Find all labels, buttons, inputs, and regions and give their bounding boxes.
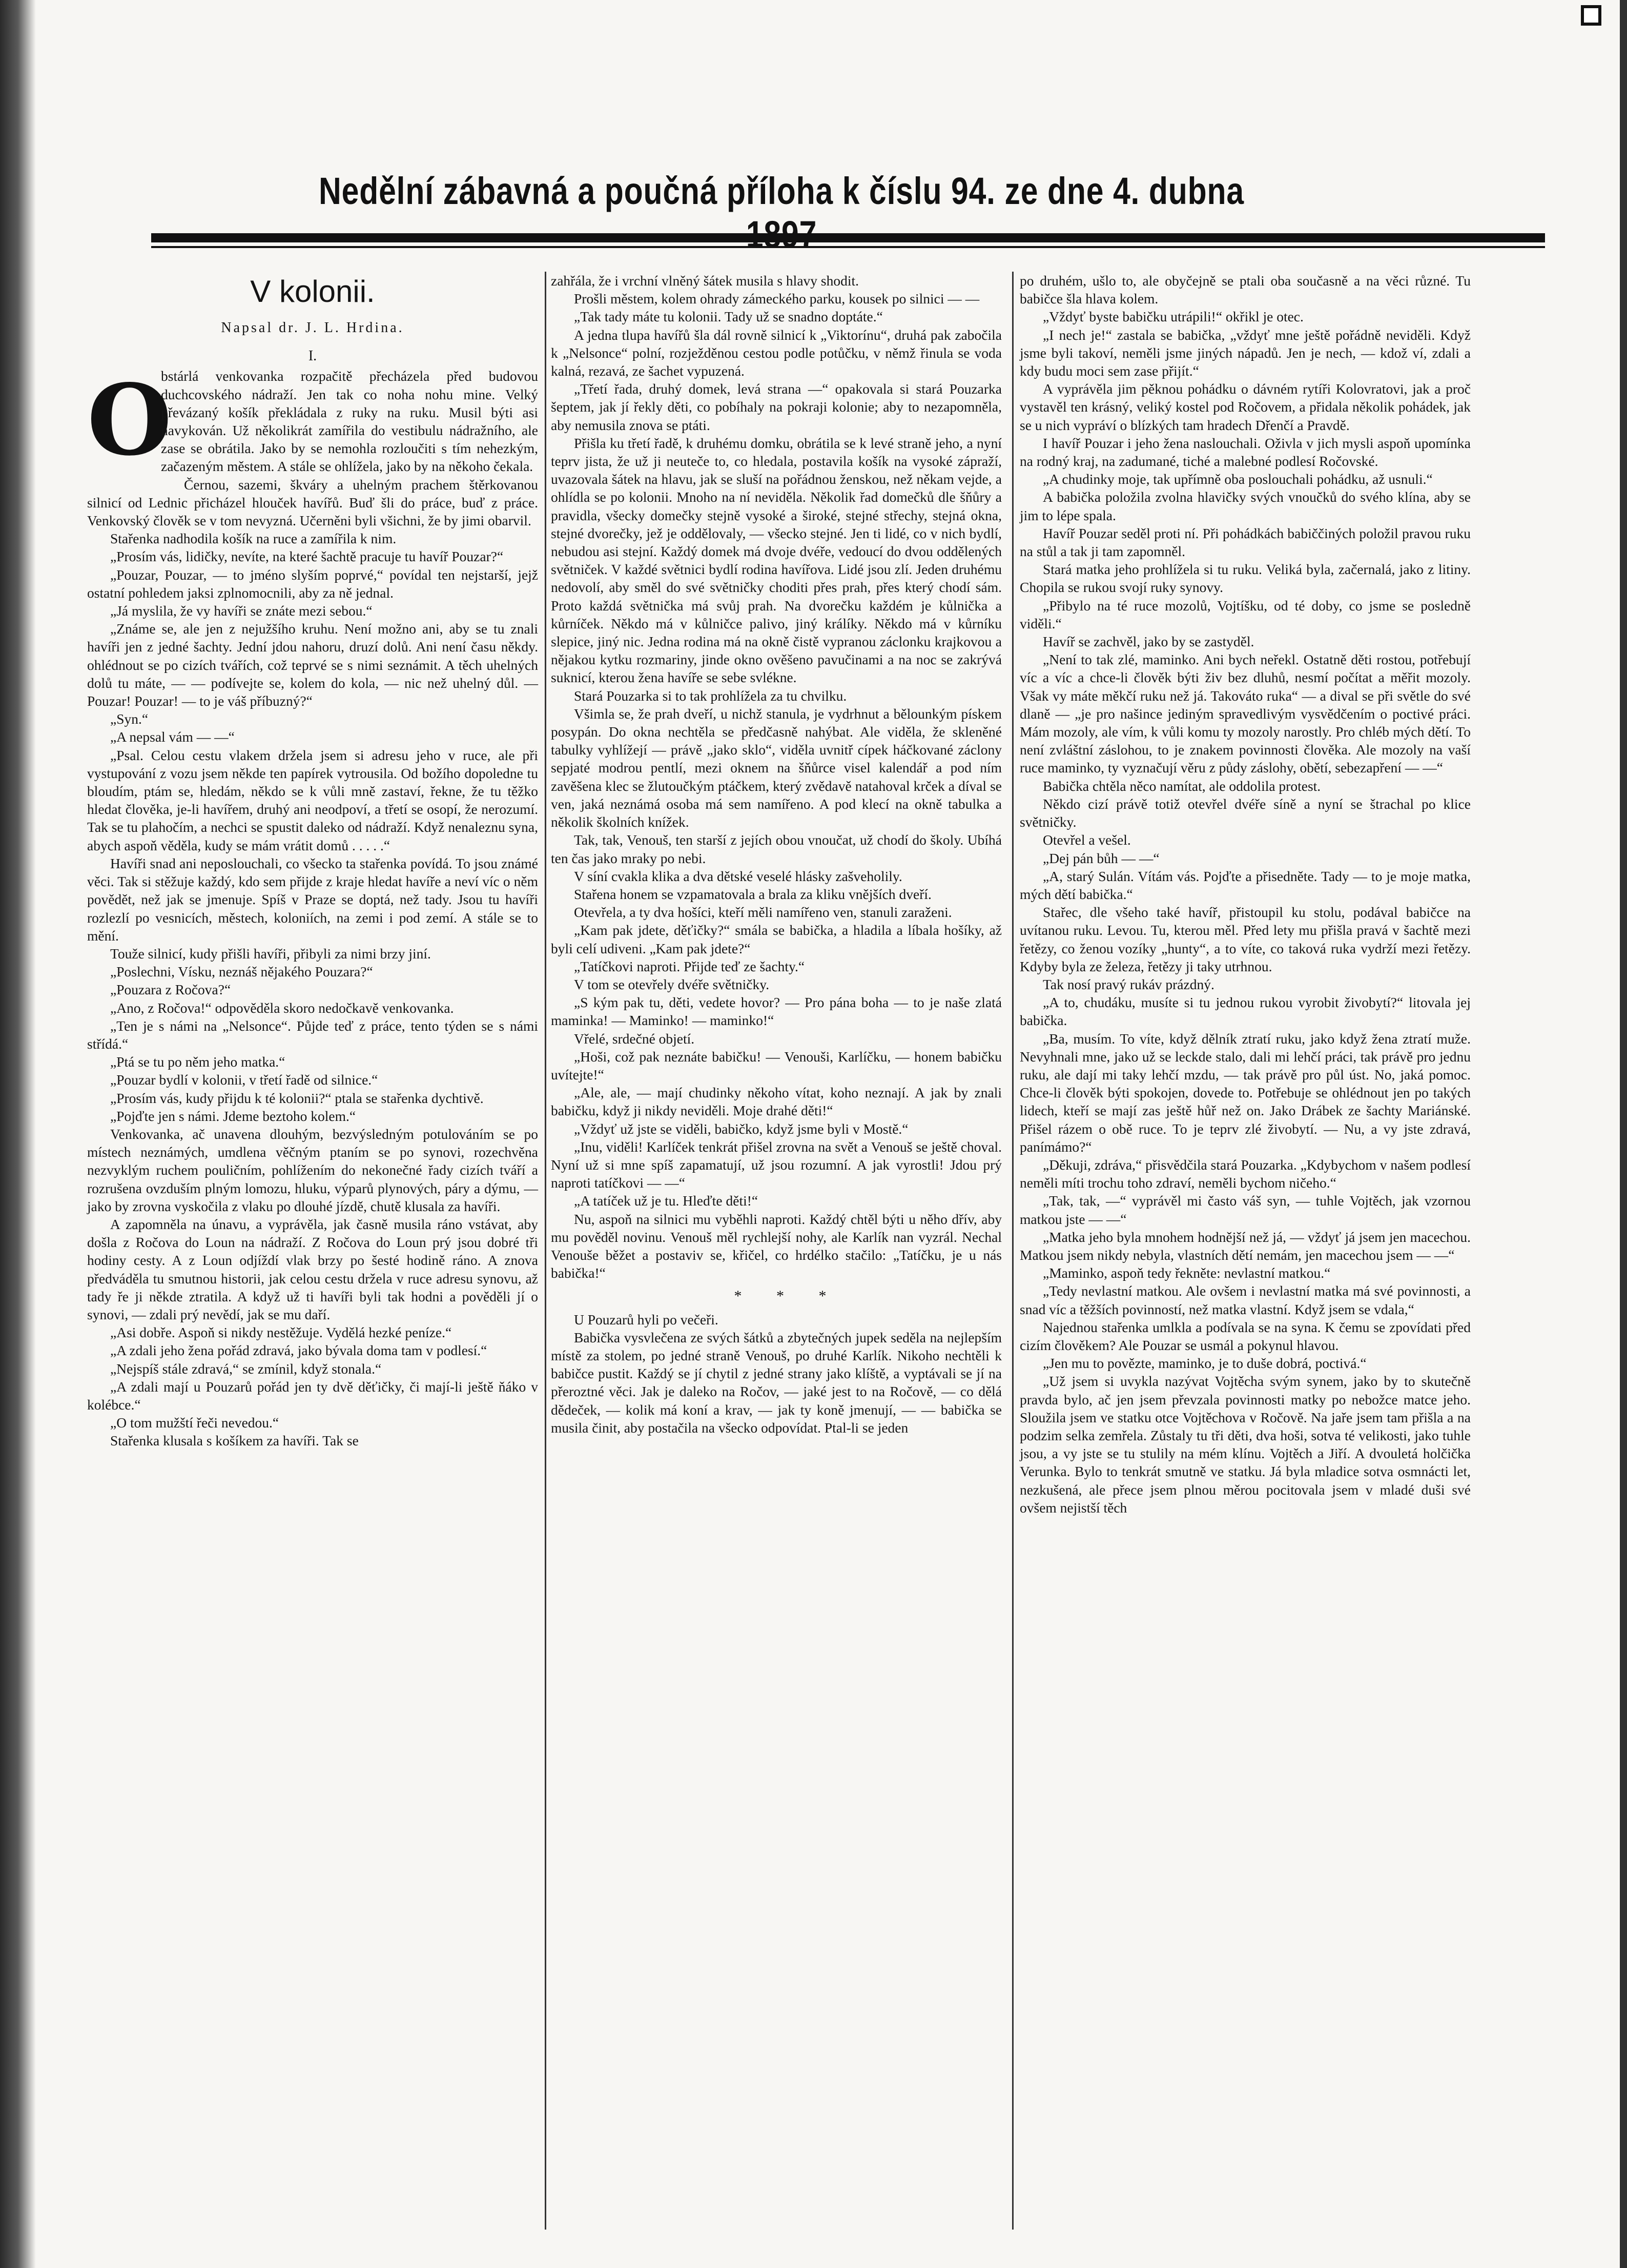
paragraph: „A chudinky moje, tak upřímně oba poslouchali pohádku, až usnuli.“: [1043, 471, 1433, 487]
paragraph: „Přibylo na té ruce mozolů, Vojtíšku, od té doby, co jsme se posledně viděli.“: [1020, 597, 1471, 631]
drop-cap: O: [87, 363, 172, 478]
column-2-body: [551, 272, 1002, 1437]
paragraph: „A, starý Sulán. Vítám vás. Pojďte a přisedněte. Tady — to je moje matka, mých dětí babička.“: [1020, 868, 1471, 902]
paragraph: „Hoši, což pak neznáte babičku! — Venouši, Karlíčku, — honem babičku uvítejte!“: [551, 1048, 1002, 1082]
paragraph: Stařenka nadhodila košík na ruce a zamířila k nim.: [110, 530, 397, 547]
paragraph: „A nepsal vám — —“: [110, 729, 235, 745]
paragraph: „Ptá se tu po něm jeho matka.“: [110, 1054, 285, 1070]
paragraph: „Ano, z Ročova!“ odpověděla skoro nedočkavě venkovanka.: [110, 999, 454, 1016]
masthead-rule-thick: [151, 233, 1545, 242]
paragraph: „Tak tady máte tu kolonii. Tady už se snadno doptáte.“: [574, 309, 883, 325]
paragraph: „Vždyť už jste se viděli, babičko, když jsme byli v Mostě.“: [574, 1120, 909, 1137]
paragraph: po druhém, ušlo to, ale obyčejně se ptali oba současně a na věci různé. Tu babičce šla hlava kolem.: [1020, 273, 1471, 307]
page-edge: [1620, 0, 1627, 2268]
paragraph: „A zdali mají u Pouzarů pořád jen ty dvě děťičky, či mají-li ještě ňáko v kolébce.“: [87, 1378, 538, 1413]
paragraph: Tak nosí pravý rukáv prázdný.: [1043, 976, 1214, 992]
paragraph: „Pouzar, Pouzar, — to jméno slyším poprvé,“ povídal ten nejstarší, jejž ostatní pohledem jaksi zplnomocnili, aby za ně jednal.: [87, 566, 538, 601]
paragraph: A vyprávěla jim pěknou pohádku o dávném rytíři Kolovratovi, jak a proč vystavěl ten krásný, veliký kostel pod Ročovem, a přidala několik pohádek, jak se u nich vypráví o blízkých tam hradech Dřenčí a Pravdě.: [1020, 381, 1471, 433]
masthead: Nedělní zábavná a poučná příloha k číslu 94. ze dne 4. dubna: [318, 170, 1245, 212]
paragraph: „Pouzar bydlí v kolonii, v třetí řadě od silnice.“: [110, 1072, 378, 1088]
paragraph: „Třetí řada, druhý domek, levá strana —“ opakovala si stará Pouzarka šeptem, jak jí řekly děti, co pobíhaly na pokraji kolonie; aby to nezapomněla, aby nemusila znova se ptáti.: [551, 381, 1002, 433]
paragraph: „Ten je s námi na „Nelsonce“. Půjde teď z práce, tento týden se s námi střídá.“: [87, 1017, 538, 1052]
paragraph: „Ale, ale, — mají chudinky někoho vítat, koho neznají. A jak by znali babičku, když ji nikdy neviděli. Moje drahé děti!“: [551, 1085, 1002, 1119]
paragraph: „Maminko, aspoň tedy řekněte: nevlastní matkou.“: [1043, 1265, 1331, 1281]
paragraph: „Známe se, ale jen z nejužšího kruhu. Není možno ani, aby se tu znali havíři jen z jedné šachty. Jední jdou nahoru, druzí dolů. Ani není času někdy. ohlédnout se po cizích tvářích, což teprvé se s nimi seznámit. A těch uhelných dolů tu máte, — — podívejte se, kolem do kola, — nic než uhelný důl. — Pouzar! Pouzar! — to je váš příbuzný?“: [87, 621, 538, 709]
paragraph: U Pouzarů hyli po večeři.: [574, 1311, 718, 1327]
paragraph: „Nejspíš stále zdravá,“ se zmínil, když stonala.“: [110, 1360, 382, 1377]
paragraph: A babička položila zvolna hlavičky svých vnoučků do svého klína, aby se jim to lépe spala.: [1020, 489, 1471, 523]
column-1-body: [87, 363, 538, 1449]
paragraph: „Není to tak zlé, maminko. Ani bych neřekl. Ostatně děti rostou, potřebují víc a víc a chce-li člověk býti živ bez dluhů, nesmí počítat a měřit mozoly. Však vy máte měkčí ruku než já. Takováto ruka“ — a dival se při světle do své dlaně — „je pro našince jediným spravedlivým vysvědčením o poctivé práci. Mám mozoly, ale vím, k vůli komu ty mozoly narostly. Pro chléb mých dětí. To není zvláštní záslohou, to je znakem povinnosti člověka. Ale mozoly na vaší ruce maminko, ty vyznačují věru z půdy záslohy, obětí, sebezapření — —“: [1020, 651, 1471, 776]
paragraph: „Prosím vás, kudy přijdu k té kolonii?“ ptala se stařenka dychtivě.: [110, 1090, 484, 1106]
paragraph: „Já myslila, že vy havíři se znáte mezi sebou.“: [110, 603, 373, 619]
paragraph: I havíř Pouzar i jeho žena naslouchali. Oživla v jich mysli aspoň upomínka na rodný kraj, na zadumané, tiché a malebné podlesí Ročovské.: [1020, 435, 1471, 469]
column-2: [551, 272, 1002, 1437]
paragraph: Touže silnicí, kudy přišli havíři, přibyli za nimi brzy jiní.: [110, 945, 431, 962]
paragraph: „Pojďte jen s námi. Jdeme beztoho kolem.“: [110, 1108, 356, 1124]
section-number: I.: [308, 348, 317, 364]
paragraph: Stařena honem se vzpamatovala a brala za kliku vnějších dveří.: [574, 886, 932, 902]
paragraph: Tak, tak, Venouš, ten starší z jejích obou vnoučat, už chodí do školy. Ubíhá ten čas jako mraky po nebi.: [551, 832, 1002, 866]
paragraph: „S kým pak tu, děti, vedete hovor? — Pro pána boha — to je naše zlatá maminka! — Maminko! — maminko!“: [551, 994, 1002, 1029]
column-1: [87, 272, 538, 1450]
paragraph: „Prosím vás, lidičky, nevíte, na které šachtě pracuje tu havíř Pouzar?“: [110, 548, 504, 565]
paragraph: Otevřel a vešel.: [1043, 832, 1131, 848]
paragraph: „Kam pak jdete, děťičky?“ smála se babička, a hladila a líbala hošíky, až byli celí udiveni. „Kam pak jdete?“: [551, 922, 1002, 956]
column-divider: [1012, 272, 1014, 2230]
binding-edge: [0, 0, 36, 2268]
paragraph: „Vždyť byste babičku utrápili!“ okřikl je otec.: [1043, 309, 1304, 325]
paragraph: Nu, aspoň na silnici mu vyběhli naproti. Každý chtěl býti u něho dřív, aby mu pověděl novinu. Venouš měl rychlejší nohy, ale Karlík nan vyzrál. Nechal Venouše běžet a postaviv se, křičel, co hrdélko stačilo: „Tatíčku, je u nás babička!“: [551, 1211, 1002, 1281]
paragraph: „Tatíčkovi naproti. Přijde teď ze šachty.“: [574, 958, 805, 974]
paragraph: Přišla ku třetí řadě, k druhému domku, obrátila se k levé straně jeho, a nyní teprv jista, že už ji neuteče to, co hledala, postavila košík na vysoké zápraží, uvazovala šátek na hlavu, jak se sluší na pořádnou ženskou, než někam vejde, a ohlídla se po kolonii. Mnoho na ní neviděla. Několik řad domečků dle šňůry a pravidla, všecky domečky stejně vysoké a široké, stejné střechy, stejná okna, stejné dvorečky, jež je oddělovaly, — všecko stejné. Jen ti lidé, co v nich bydlí, nebudou asi stejní. Každý domek má dvoje dvéře, vedoucí do dvou oddělených světniček. V každé světnici bydlí rodina havířova. Lidé jsou zlí. Jeden druhému nedovolí, aby směl do své světničky choditi přes prah, přes který chodí sám. Proto každá světnička má svůj prah. Na dvorečku každém je kůlnička a kůrníček. Někdo má v kůlničce palivo, jiný králíky. Někdo má v kůrníku slepice, jiný nic. Jedna rodina má na okně čistě vypranou záclonku krajkovou a nějakou kytku rozmariny, jinde okno ověšeno pavučinami a na noc se zakrývá suknicí, kterou žena havíře se sebe svlékne.: [551, 435, 1002, 686]
paragraph: V tom se otevřely dvéře světničky.: [574, 976, 770, 992]
paragraph: zahřála, že i vrchní vlněný šátek musila s hlavy shodit.: [551, 273, 859, 289]
paragraph: „Psal. Celou cestu vlakem držela jsem si adresu jeho v ruce, ale při vystupování z vozu jsem někde ten papírek vytrousila. Od božího dopoledne tu bloudím, ptám se, hledám, někdo se k vůli mně zastaví, řekne, že tu těžko hledat člověka, je-li havířem, druhý ani neodpoví, a třetí se osopí, že nerozumí. Tak se tu plahočím, a nechci se spustit daleko od nádraží. Když nenaleznu syna, abych aspoň věděla, kudy se mám vrátit domů . . . . .“: [87, 747, 538, 853]
paragraph: Stará Pouzarka si to tak prohlížela za tu chvilku.: [574, 687, 847, 704]
paragraph: Vřelé, srdečné objetí.: [574, 1030, 695, 1047]
paragraph: Všimla se, že prah dveří, u nichž stanula, je vydrhnut a bělounkým pískem posypán. Do okna nechtěla se předčasně nahýbat. Ale viděla, že skleněné tabulky vyhlížejí — právě „jako sklo“, viděla uvnitř cípek háčkované záclony sepjaté modrou pentlí, mezi oknem na šňůrce visel kalendář a pod ním zavěšena klec se žlutoučkým ptáčkem, který zvědavě natahoval krček a díval se ven, jaká neznámá osoba má sem namířeno. A pod klecí na okně tabulka a několik školních knížek.: [551, 705, 1002, 830]
paragraph: Havíř se zachvěl, jako by se zastyděl.: [1043, 634, 1254, 650]
paragraph: „Ba, musím. To víte, když dělník ztratí ruku, jako když žena ztratí muže. Nevyhnali mne, jako už se leckde stalo, dali mi lehčí práci, tak právě pro jednu ruku, ale dají mi taky lehčí mzdu, — tak právě pro půl úst. No, jaká pomoc. Chce-li člověk býti spokojen, dovede to. Potřebuje se ohlédnout jen po takých lidech, kteří se mají zas ještě hůř než on. Jako Drábek ze šachty Mariánské. Přišel rázem o obě ruce. To je teprv zlé živobytí. — Nu, a vy jste zdravá, panímámo?“: [1020, 1030, 1471, 1155]
paragraph: Babička chtěla něco namítat, ale oddolila protest.: [1043, 778, 1321, 794]
paragraph: V síní cvakla klika a dva dětské veselé hlásky zašveholily.: [574, 868, 902, 884]
paragraph: Babička vysvlečena ze svých šátků a zbytečných jupek seděla na nejlepším místě za stolem, po jedné straně Venouš, po druhé Karlík. Nikoho nechtěli k babičce pustit. Každý se jí chytil z jedné strany jako klíště, a vyptávali se jí na přeroztné věci. Jak je daleko na Ročov, — jaké jest to na Ročově, — co dělá dědeček, — kolik má koní a krav, — jak ty koně jmenují, — — babička se musila činit, aby postačila na všecko odpovídat. Ptal-li se jeden: [551, 1329, 1002, 1436]
paragraph: „I nech je!“ zastala se babička, „vždyť mne ještě pořádně neviděli. Když jsme byli takoví, neměli jsme jiných nápadů. Jen je nech, — kdož ví, zdali a kdy budu moci sem zase přijít.“: [1020, 326, 1471, 379]
paragraph: Havíř Pouzar seděl proti ní. Při pohádkách babiččiných položil pravou ruku na stůl a tak ji tam zapomněl.: [1020, 525, 1471, 560]
paragraph: „Matka jeho byla mnohem hodnější než já, — vždyť já jsem jen macechou. Matkou jsem nikdy nebyla, vlastních dětí nemám, jen macechou jsem — —“: [1020, 1229, 1471, 1263]
paragraph: Najednou stařenka umlkla a podívala se na syna. K čemu se zpovídati před cizím člověkem? Ale Pouzar se usmál a pokynul hlavou.: [1020, 1319, 1471, 1353]
paragraph: „Jen mu to povězte, maminko, je to duše dobrá, poctivá.“: [1043, 1355, 1367, 1372]
article-byline: Napsal dr. J. L. Hrdina.: [221, 320, 404, 336]
paragraph: „A to, chudáku, musíte si tu jednou rukou vyrobit živobytí?“ litovala jej babička.: [1020, 994, 1471, 1029]
paragraph: „Pouzara z Ročova?“: [110, 982, 231, 998]
paragraph: A jedna tlupa havířů šla dál rovně silnicí k „Viktorínu“, druhá pak zabočila k „Nelsonce“ polní, rozježděnou cestou podle potůčku, v němž řinula se voda kalná, rezavá, ze šachet vypuzená.: [551, 326, 1002, 379]
paragraph: „Tak, tak, —“ vyprávěl mi často váš syn, — tuhle Vojtěch, jak vzornou matkou jste — —“: [1020, 1193, 1471, 1227]
paragraph: „Tedy nevlastní matkou. Ale ovšem i nevlastní matka má své povinnosti, a snad víc a těžších povinností, než matka vlastní. Když jsem se vdala,“: [1020, 1283, 1471, 1317]
article-title: V kolonii.: [250, 274, 375, 309]
paragraph: Prošli městem, kolem ohrady zámeckého parku, kousek po silnici — —: [574, 291, 980, 307]
paragraph: „Asi dobře. Aspoň si nikdy nestěžuje. Vydělá hezké peníze.“: [110, 1324, 452, 1341]
column-3: [1020, 272, 1471, 1517]
paragraph: Stará matka jeho prohlížela si tu ruku. Veliká byla, začernalá, jako z litiny. Chopila se rukou svojí ruky synovy.: [1020, 561, 1471, 596]
scan-corner-mark: [1581, 5, 1601, 26]
paragraph: bstárlá venkovanka rozpačitě přecházela před budovou duchcovského nádraží. Jen tak co noha nohu mine. Velký převázaný košík překládala z ruky na ruku. Musil býti asi navykován. Už několikrát zamířila do vestibulu nádražního, ale zase se obrátila. Jako by se nemohla rozloučiti s tím nehezkým, začazeným městem. A stále se ohlížela, jako by na někoho čekala.: [161, 368, 538, 475]
paragraph: „Inu, viděli! Karlíček tenkrát přišel zrovna na svět a Venouš se ještě choval. Nyní už si mne spíš zapamatují, už jsou rozumní. A jak vyrostli! Jdou prý naproti tatíčkovi — —“: [551, 1138, 1002, 1191]
paragraph: „Děkuji, zdráva,“ přisvědčila stará Pouzarka. „Kdybychom v našem podlesí neměli míti trochu toho zdraví, neměli bychom ničeho.“: [1020, 1156, 1471, 1191]
paragraph: „A zdali jeho žena pořád zdravá, jako bývala doma tam v podlesí.“: [110, 1342, 487, 1359]
paragraph: Stařec, dle všeho také havíř, přistoupil ku stolu, podával babičce na uvítanou ruku. Levou. Tu, kterou měl. Před lety mu přišla pravá v šachtě mezi řetězy, co ženou vozíky „hunty“, a to víte, co taková ruka vydrží mezi řetězy. Kdyby byla ze železa, řetězy ji taky utrhnou.: [1020, 904, 1471, 974]
paragraph: Černou, sazemi, škváry a uhelným prachem štěrkovanou silnicí od Lednic přicházel hlouček havířů. Buď šli do práce, buď z práce. Venkovský člověk se v tom nevyzná. Učerněni byli všichni, že by jimi obarvil.: [87, 476, 538, 529]
paragraph: Otevřela, a ty dva hošíci, kteří měli namířeno ven, stanuli zaraženi.: [574, 904, 952, 921]
masthead-rule-thin: [151, 246, 1545, 248]
paragraph: Venkovanka, ač unavena dlouhým, bezvýsledným potulováním se po místech neznámých, umdlena věčným ptaním se po synovi, rozechvěna nezvyklým ruchem pouličním, pohlížením do nekonečné řady cizích tváří a rozrušena ovzduším plným lomozu, hluku, výparů plynových, páry a dýmu, — jako by zrovna vyskočila z vlaku po dlouhé jízdě, chutě klusala za havíři.: [87, 1126, 538, 1214]
paragraph: A zapomněla na únavu, a vyprávěla, jak časně musila ráno vstávat, aby došla z Ročova do Loun na nádraží. Z Ročova do Loun prý jsou dobré tři hodiny cesty. A z Loun odjíždí vlak brzy po šesté hodině ráno. A znova předváděla tu smutnou historii, jak celou cestu držela v ruce adresu synovu, až tady ře ji někde ztratila. A když už ti havíři byli tak hodni a pověděli jí o synovi, — zdali prý nevědí, jak se mu daří.: [87, 1216, 538, 1322]
paragraph: „Už jsem si uvykla nazývat Vojtěcha svým synem, jako by to skutečně pravda bylo, ač jen jsem převzala povinnosti matky po nebožce matce jeho. Sloužila jsem ve statku otce Vojtěchova v Ročově. Na jaře jsem tam přišla a na podzim selka zemřela. Zůstaly tu tři děti, dva hoši, sotva té velikosti, jako tuhle jsou, a vy jste se tu stulily na mém klínu. Vojtěch a Jiří. A dvouletá holčička Verunka. Bylo to tenkrát smutně ve statku. Já byla mladice sotva osmnácti let, nezkušená, ale přece jsem plnou měrou pocitovala jsem v mladé duši své ovšem nejistší těch: [1020, 1373, 1471, 1516]
paragraph: „Syn.“: [110, 711, 149, 727]
paragraph: „O tom mužští řeči nevedou.“: [110, 1415, 279, 1431]
section-separator: * * *: [734, 1288, 842, 1305]
paragraph: „Dej pán bůh — —“: [1043, 850, 1160, 866]
column-3-body: [1020, 272, 1471, 1517]
column-divider: [545, 272, 546, 2230]
paragraph: „Poslechni, Vísku, neznáš nějakého Pouzara?“: [110, 964, 373, 980]
paragraph: Někdo cizí právě totiž otevřel dvéře síně a nyní se štrachal po klice světničky.: [1020, 795, 1471, 830]
paragraph: „A tatíček už je tu. Hleďte děti!“: [574, 1193, 758, 1209]
paragraph: Havíři snad ani neposlouchali, co všecko ta stařenka povídá. To jsou známé věci. Tak si stěžuje každý, kdo sem přijde z kraje hledat havíře a neví víc o něm povědět, než jak se jmenuje. Spíš v Praze se doptá, než tady. Jsou tu havíři rozlezlí po vesnicích, městech, koloniích, na zemi i pod zemí. A stále se to mění.: [87, 855, 538, 944]
paragraph: Stařenka klusala s košíkem za havíři. Tak se: [110, 1433, 359, 1449]
